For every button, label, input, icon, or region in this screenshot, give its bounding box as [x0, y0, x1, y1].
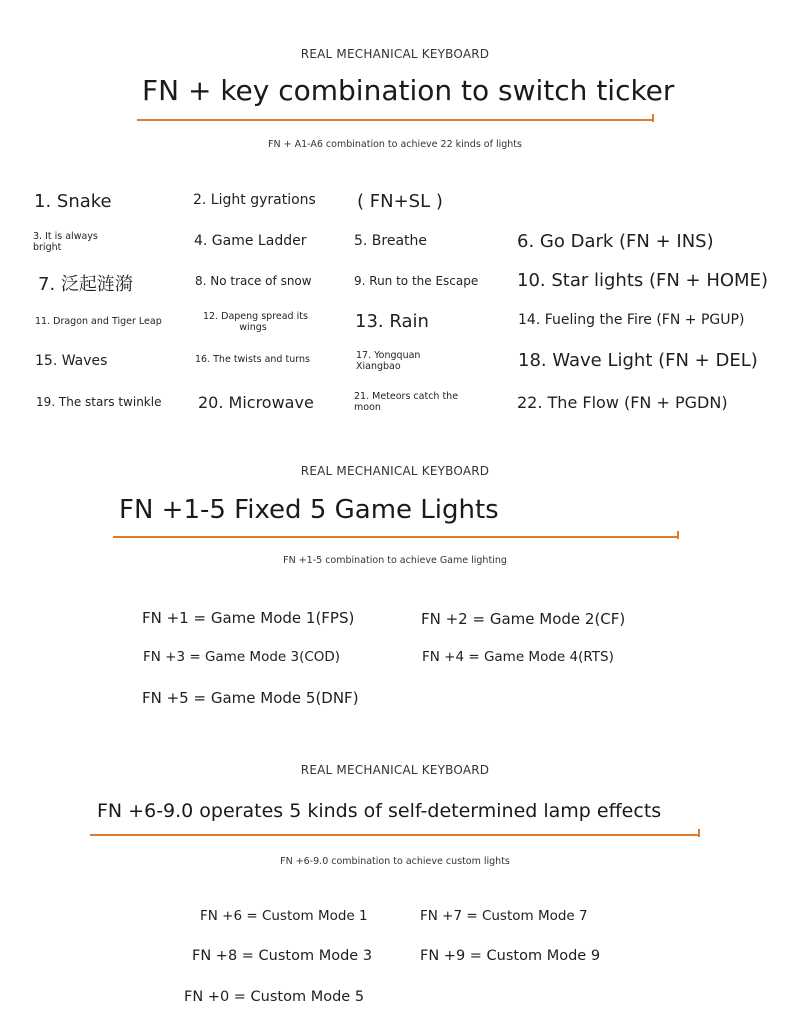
light-item-9: 9. Run to the Escape	[354, 274, 479, 288]
light-item-12	[203, 311, 308, 333]
light-item-3-line2: bright	[33, 242, 62, 253]
light-item-12-line1: 12. Dapeng spread its	[203, 311, 308, 322]
light-item-18: 18. Wave Light (FN + DEL)	[518, 350, 758, 371]
light-item-2: 2. Light gyrations	[193, 192, 316, 208]
light-item-17-line2: Xiangbao	[356, 361, 401, 372]
section3-eyebrow: REAL MECHANICAL KEYBOARD	[300, 763, 490, 777]
light-item-21-line1: 21. Meteors catch the	[354, 391, 459, 402]
light-item-17-line1: 17. Yongquan	[356, 350, 421, 361]
light-item-13: 13. Rain	[355, 311, 429, 332]
light-item-17	[356, 350, 420, 372]
game-mode-3: FN +3 = Game Mode 3(COD)	[143, 649, 341, 665]
light-item-20: 20. Microwave	[198, 393, 314, 412]
custom-mode-8: FN +8 = Custom Mode 3	[192, 948, 373, 964]
light-item-2-key: ( FN+SL )	[357, 191, 443, 212]
light-item-22: 22. The Flow (FN + PGDN)	[517, 393, 728, 412]
game-mode-1: FN +1 = Game Mode 1(FPS)	[142, 609, 355, 627]
game-mode-4: FN +4 = Game Mode 4(RTS)	[422, 649, 614, 665]
section3-underline-tick	[698, 829, 700, 837]
light-item-1: 1. Snake	[34, 191, 112, 212]
light-item-6: 6. Go Dark (FN + INS)	[517, 231, 714, 252]
game-mode-2: FN +2 = Game Mode 2(CF)	[421, 610, 626, 628]
section1-underline-tick	[652, 114, 654, 122]
section2-underline-tick	[677, 531, 679, 539]
game-mode-5: FN +5 = Game Mode 5(DNF)	[142, 689, 359, 707]
light-item-21-line2: moon	[354, 402, 381, 413]
light-item-15: 15. Waves	[35, 353, 108, 369]
light-item-5: 5. Breathe	[354, 233, 428, 249]
light-item-8: 8. No trace of snow	[195, 274, 312, 288]
light-item-7: 7. 泛起涟漪	[38, 274, 133, 295]
light-item-3-line1: 3. It is always	[33, 231, 98, 242]
section1-title: FN + key combination to switch ticker	[142, 74, 675, 107]
section1-eyebrow: REAL MECHANICAL KEYBOARD	[300, 47, 490, 61]
section2-title: FN +1-5 Fixed 5 Game Lights	[119, 495, 499, 525]
custom-mode-0: FN +0 = Custom Mode 5	[184, 989, 365, 1005]
light-item-21	[354, 391, 458, 413]
custom-mode-9: FN +9 = Custom Mode 9	[420, 948, 601, 964]
section2-eyebrow: REAL MECHANICAL KEYBOARD	[300, 464, 490, 478]
light-item-10: 10. Star lights (FN + HOME)	[517, 270, 768, 291]
light-item-12-line2: wings	[239, 322, 267, 333]
light-item-4: 4. Game Ladder	[194, 233, 307, 249]
custom-mode-6: FN +6 = Custom Mode 1	[200, 908, 368, 924]
light-item-11: 11. Dragon and Tiger Leap	[35, 316, 162, 327]
section1-title-underline	[137, 119, 654, 121]
light-item-3	[33, 231, 98, 253]
light-item-14: 14. Fueling the Fire (FN + PGUP)	[518, 312, 745, 328]
custom-mode-7: FN +7 = Custom Mode 7	[420, 908, 588, 924]
light-item-19: 19. The stars twinkle	[36, 395, 162, 409]
section2-title-underline	[113, 536, 679, 538]
light-item-16: 16. The twists and turns	[195, 354, 310, 365]
section3-title: FN +6-9.0 operates 5 kinds of self-determined lamp effects	[97, 800, 662, 822]
section3-title-underline	[90, 834, 700, 836]
section2-subtitle: FN +1-5 combination to achieve Game lighting	[283, 555, 507, 566]
section1-subtitle: FN + A1-A6 combination to achieve 22 kinds of lights	[268, 139, 522, 150]
section3-subtitle: FN +6-9.0 combination to achieve custom lights	[280, 856, 510, 867]
